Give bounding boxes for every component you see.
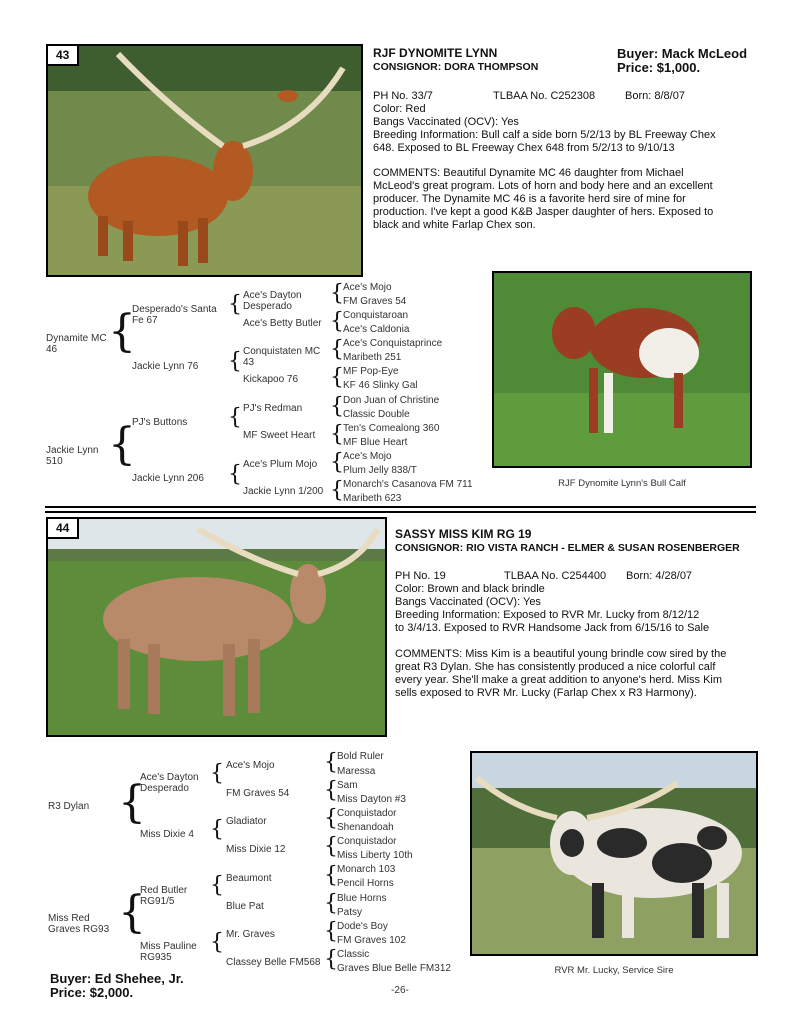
lot43-g4-10: Classic Double [343,409,410,420]
lot43-brace-sire: { [108,306,136,357]
lot44-breeding-1: Breeding Information: Exposed to RVR Mr. Lucky from 8/12/12 [395,609,700,621]
lot43-comments-3: producer. The Dynamite MC 46 is a favorite herd sire of mine for [373,193,686,205]
lot43-comments-2: McLeod's great program. Lots of horn and body here and an excellent [373,180,713,192]
lot43-tlbaa: TLBAA No. C252308 [493,90,596,102]
lot44-brace-g3-5: { [324,863,338,888]
lot43-number: 43 [48,46,79,66]
lot43-g4-2: FM Graves 54 [343,296,407,307]
lot44-brace-g3-7: { [324,919,338,944]
lot44-g2-2: Miss Dixie 4 [140,829,194,840]
lot44-g2-3: Red Butler RG91/5 [140,885,188,907]
lot43-brace-g3-3: { [330,337,344,362]
lot44-g4-12: Patsy [337,907,363,918]
lot43-bangs: Bangs Vaccinated (OCV): Yes [373,116,519,128]
lot43-g4-7: MF Pop-Eye [343,366,399,377]
lot43-title: RJF DYNOMITE LYNN [373,46,498,60]
lot44-g4-4: Miss Dayton #3 [337,794,406,805]
lot43-comments-1: COMMENTS: Beautiful Dynamite MC 46 daughter from Michael [373,167,684,179]
lot44-g3-7: Mr. Graves [226,929,275,940]
lot43-calf-image [494,273,752,468]
lot44-title: SASSY MISS KIM RG 19 [395,527,532,541]
lot43-brace-g2-4: { [228,462,242,487]
lot43-breeding-2: 648. Exposed to BL Freeway Chex 648 from 5/2/13 to 9/10/13 [373,142,675,154]
lot43-sire: Dynamite MC 46 [46,333,107,355]
lot44-g3-5: Beaumont [226,873,272,884]
lot43-breeding-1: Breeding Information: Bull calf a side born 5/2/13 by BL Freeway Chex [373,129,716,141]
lot44-consignor: CONSIGNOR: RIO VISTA RANCH - ELMER & SUSAN ROSENBERGER [395,542,740,554]
lot-divider-bottom [45,511,756,513]
lot44-comments-1: COMMENTS: Miss Kim is a beautiful young brindle cow sired by the [395,648,727,660]
lot43-brace-g3-7: { [330,450,344,475]
lot43-brace-g3-1: { [330,281,344,306]
lot43-comments-4: production. I've kept a good K&B Jasper daughter of hers. Exposed to [373,206,714,218]
lot44-g2-1: Ace's Dayton Desperado [140,772,199,794]
lot43-g4-1: Ace's Mojo [343,282,392,293]
lot44-comments-4: sells exposed to RVR Mr. Lucky (Farlap Chex x R3 Harmony). [395,687,697,699]
lot44-brace-g2-4: { [210,930,224,955]
lot-divider-top [45,506,756,508]
lot44-cow-image [48,519,387,737]
lot43-brace-g2-2: { [228,349,242,374]
lot43-price: Price: $1,000. [617,60,701,75]
lot43-brace-g3-6: { [330,422,344,447]
lot44-brace-g3-6: { [324,891,338,916]
lot44-sire: R3 Dylan [48,801,90,812]
lot44-g3-2: FM Graves 54 [226,788,290,799]
lot44-g2-4: Miss Pauline RG935 [140,941,197,963]
lot43-cow-image [48,46,363,277]
lot44-g4-7: Conquistador [337,836,397,847]
lot44-brace-g3-3: { [324,806,338,831]
lot44-g4-14: FM Graves 102 [337,935,406,946]
lot43-g4-11: Ten's Comealong 360 [343,423,440,434]
lot44-brace-g3-4: { [324,834,338,859]
lot44-color: Color: Brown and black brindle [395,583,545,595]
lot43-g4-16: Maribeth 623 [343,493,402,504]
lot43-cow-photo [46,44,363,277]
lot44-comments-2: great R3 Dylan. She has consistently produced a nice colorful calf [395,661,716,673]
lot44-breeding-2: to 3/4/13. Exposed to RVR Handsome Jack from 6/15/16 to Sale [395,622,710,634]
lot43-g4-15: Monarch's Casanova FM 711 [343,479,473,490]
lot43-ph: PH No. 33/7 [373,90,433,102]
lot44-g4-5: Conquistador [337,808,397,819]
lot43-g3-1: Ace's Dayton Desperado [243,290,302,312]
lot43-g2-4: Jackie Lynn 206 [132,473,204,484]
lot43-g4-12: MF Blue Heart [343,437,408,448]
lot43-g4-3: Conquistaroan [343,310,409,321]
lot43-brace-g3-8: { [330,478,344,503]
lot43-g4-9: Don Juan of Christine [343,395,440,406]
lot43-g4-6: Maribeth 251 [343,352,402,363]
lot44-price: Price: $2,000. [50,985,134,1000]
lot44-brace-sire: { [118,777,146,828]
lot44-g3-1: Ace's Mojo [226,760,275,771]
lot44-g4-3: Sam [337,780,358,791]
lot43-color: Color: Red [373,103,426,115]
lot44-g4-15: Classic [337,949,370,960]
lot43-comments-5: black and white Farlap Chex son. [373,219,536,231]
lot43-calf-caption: RJF Dynomite Lynn's Bull Calf [558,478,686,489]
lot44-g3-6: Blue Pat [226,901,264,912]
lot43-g3-3: Conquistaten MC 43 [243,346,321,368]
lot44-brace-g3-8: { [324,947,338,972]
lot44-brace-g3-1: { [324,750,338,775]
lot43-brace-g3-5: { [330,394,344,419]
lot43-g4-8: KF 46 Slinky Gal [343,380,418,391]
lot44-ph: PH No. 19 [395,570,446,582]
lot43-g3-6: MF Sweet Heart [243,430,316,441]
lot43-brace-g3-4: { [330,365,344,390]
page-number: -26- [391,985,409,996]
lot43-buyer: Buyer: Mack McLeod [617,46,748,61]
lot43-consignor: CONSIGNOR: DORA THOMPSON [373,61,539,73]
lot44-dam: Miss Red Graves RG93 [48,913,110,935]
lot43-g4-4: Ace's Caldonia [343,324,410,335]
lot44-g4-8: Miss Liberty 10th [337,850,413,861]
lot43-calf-photo [492,271,752,468]
lot44-number: 44 [48,519,79,539]
lot43-brace-g3-2: { [330,309,344,334]
lot44-brace-g2-3: { [210,873,224,898]
lot43-g3-4: Kickapoo 76 [243,374,299,385]
lot43-g4-5: Ace's Conquistaprince [343,338,443,349]
lot44-tlbaa: TLBAA No. C254400 [504,570,607,582]
lot44-g4-13: Dode's Boy [337,921,388,932]
lot44-g4-2: Maressa [337,766,376,777]
lot43-g4-14: Plum Jelly 838/T [343,465,417,476]
lot43-g3-2: Ace's Betty Butler [243,318,322,329]
lot44-cow-photo [46,517,387,737]
lot43-g3-8: Jackie Lynn 1/200 [243,486,324,497]
lot44-brace-g2-2: { [210,817,224,842]
lot43-brace-g2-3: { [228,405,242,430]
lot44-g4-1: Bold Ruler [337,751,384,762]
lot44-bangs: Bangs Vaccinated (OCV): Yes [395,596,541,608]
lot43-g2-1: Desperado's Santa Fe 67 [132,304,217,326]
lot44-g3-3: Gladiator [226,816,267,827]
lot43-brace-g2-1: { [228,292,242,317]
lot44-sire-image [472,753,758,956]
lot44-g4-9: Monarch 103 [337,864,396,875]
lot43-brace-dam: { [108,419,136,470]
lot44-born: Born: 4/28/07 [626,570,693,582]
lot44-brace-g2-1: { [210,761,224,786]
lot44-brace-dam: { [118,887,146,938]
lot43-g2-3: PJ's Buttons [132,417,188,428]
lot44-sire-photo [470,751,758,956]
lot43-dam: Jackie Lynn 510 [46,445,99,467]
lot43-born: Born: 8/8/07 [625,90,685,102]
lot44-g3-4: Miss Dixie 12 [226,844,286,855]
lot43-g4-13: Ace's Mojo [343,451,392,462]
lot44-g4-16: Graves Blue Belle FM312 [337,963,451,974]
lot44-comments-3: every year. She'll make a great addition to anyone's herd. Miss Kim [395,674,723,686]
lot44-g3-8: Classey Belle FM568 [226,957,321,968]
lot43-g3-5: PJ's Redman [243,403,303,414]
lot44-brace-g3-2: { [324,778,338,803]
lot44-buyer: Buyer: Ed Shehee, Jr. [50,971,184,986]
lot44-g4-10: Pencil Horns [337,878,394,889]
lot44-g4-6: Shenandoah [337,822,394,833]
lot44-g4-11: Blue Horns [337,893,387,904]
lot43-g2-2: Jackie Lynn 76 [132,361,199,372]
lot43-g3-7: Ace's Plum Mojo [243,459,318,470]
lot44-sire-caption: RVR Mr. Lucky, Service Sire [554,965,674,976]
